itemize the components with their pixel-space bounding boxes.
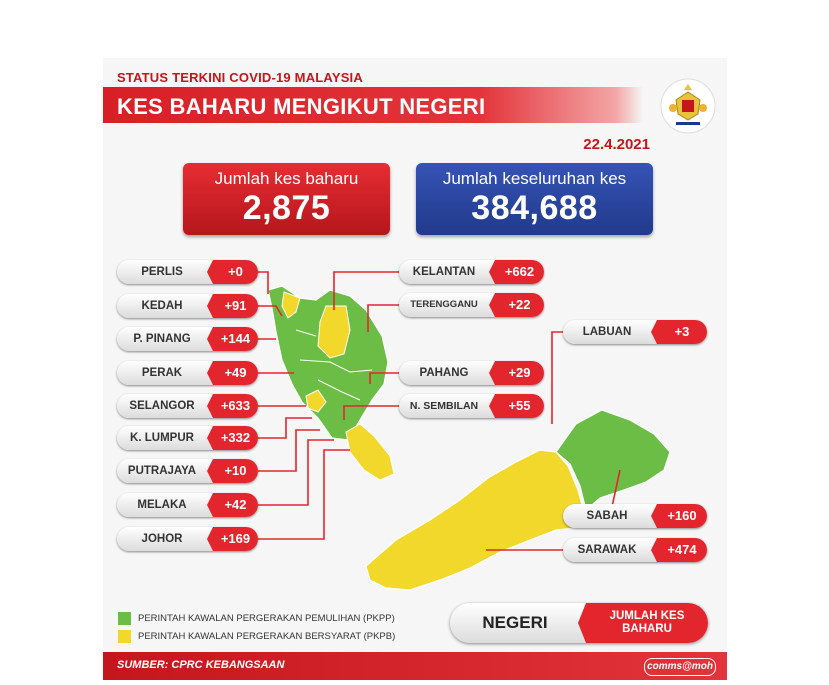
report-date: 22.4.2021 [583, 136, 650, 153]
state-pill-putrajaya [117, 459, 258, 483]
state-pill-kedah [117, 294, 258, 318]
state-cases: +169 [213, 527, 258, 551]
state-name: SABAH [586, 510, 628, 522]
state-cases: +29 [495, 361, 544, 385]
new-cases-value: 2,875 [242, 189, 331, 227]
source-text: SUMBER: CPRC KEBANGSAAN [117, 659, 285, 671]
state-pill-pinang [117, 327, 258, 351]
total-cases-label: Jumlah keseluruhan kes [442, 169, 627, 188]
state-pill-johor [117, 527, 258, 551]
key-cases-label: JUMLAH KES BAHARU [586, 603, 708, 643]
legend-swatch-pkpp [118, 612, 131, 625]
state-name: MELAKA [137, 499, 187, 511]
state-name: PUTRAJAYA [127, 465, 197, 477]
legend-label-pkpp: PERINTAH KAWALAN PERGERAKAN PEMULIHAN (PKPP) [138, 613, 395, 624]
state-pill-selangor [117, 394, 258, 418]
state-name: TERENGGANU [410, 299, 478, 310]
state-pill-sarawak [563, 538, 707, 562]
legend-key [450, 603, 708, 643]
state-name: K. LUMPUR [130, 432, 194, 444]
legend-label-pkpb: PERINTAH KAWALAN PERGERAKAN BERSYARAT (PKPB) [138, 631, 396, 642]
state-name: JOHOR [141, 533, 183, 545]
state-cases: +10 [213, 459, 258, 483]
state-pill-pahang [399, 361, 544, 385]
state-cases: +91 [213, 294, 258, 318]
state-name: PAHANG [419, 367, 469, 379]
state-name: KEDAH [141, 300, 183, 312]
state-pill-kelantan [399, 260, 544, 284]
state-pill-labuan [563, 320, 707, 344]
page-title: KES BAHARU MENGIKUT NEGERI [117, 94, 486, 119]
new-cases-label: Jumlah kes baharu [214, 169, 359, 188]
state-pill-perak [117, 361, 258, 385]
state-name: P. PINANG [133, 333, 191, 345]
key-state-label: NEGERI [482, 613, 548, 632]
state-name: SARAWAK [577, 544, 637, 556]
state-cases: +332 [213, 426, 258, 450]
state-pill-negeri-sembilan [399, 394, 544, 418]
subtitle: STATUS TERKINI COVID-19 MALAYSIA [117, 70, 363, 85]
state-name: SELANGOR [129, 400, 195, 412]
state-name: LABUAN [582, 326, 632, 338]
state-cases: +160 [657, 504, 707, 528]
state-pill-perlis [117, 260, 258, 284]
total-cases-value: 384,688 [471, 189, 598, 227]
map-kelantan-yellow [318, 306, 350, 358]
state-cases: +474 [657, 538, 707, 562]
map-johor-yellow [346, 424, 394, 480]
state-cases: +0 [213, 260, 258, 284]
state-pill-terengganu [399, 293, 544, 317]
state-cases: +22 [495, 293, 544, 317]
state-name: N. SEMBILAN [409, 400, 479, 412]
credit-badge: comms@moh [644, 658, 716, 676]
state-cases: +49 [213, 361, 258, 385]
state-name: KELANTAN [412, 266, 476, 278]
state-cases: +3 [657, 320, 707, 344]
state-pill-melaka [117, 493, 258, 517]
state-name: PERLIS [141, 266, 183, 278]
state-name: PERAK [141, 367, 183, 379]
state-pill-kuala-lumpur [117, 426, 258, 450]
state-pill-sabah [563, 504, 707, 528]
legend-swatch-pkpb [118, 630, 131, 643]
state-cases: +42 [213, 493, 258, 517]
state-cases: +662 [495, 260, 544, 284]
state-cases: +144 [213, 327, 258, 351]
state-cases: +633 [213, 394, 258, 418]
state-cases: +55 [495, 394, 544, 418]
map-sarawak-yellow [366, 450, 586, 590]
